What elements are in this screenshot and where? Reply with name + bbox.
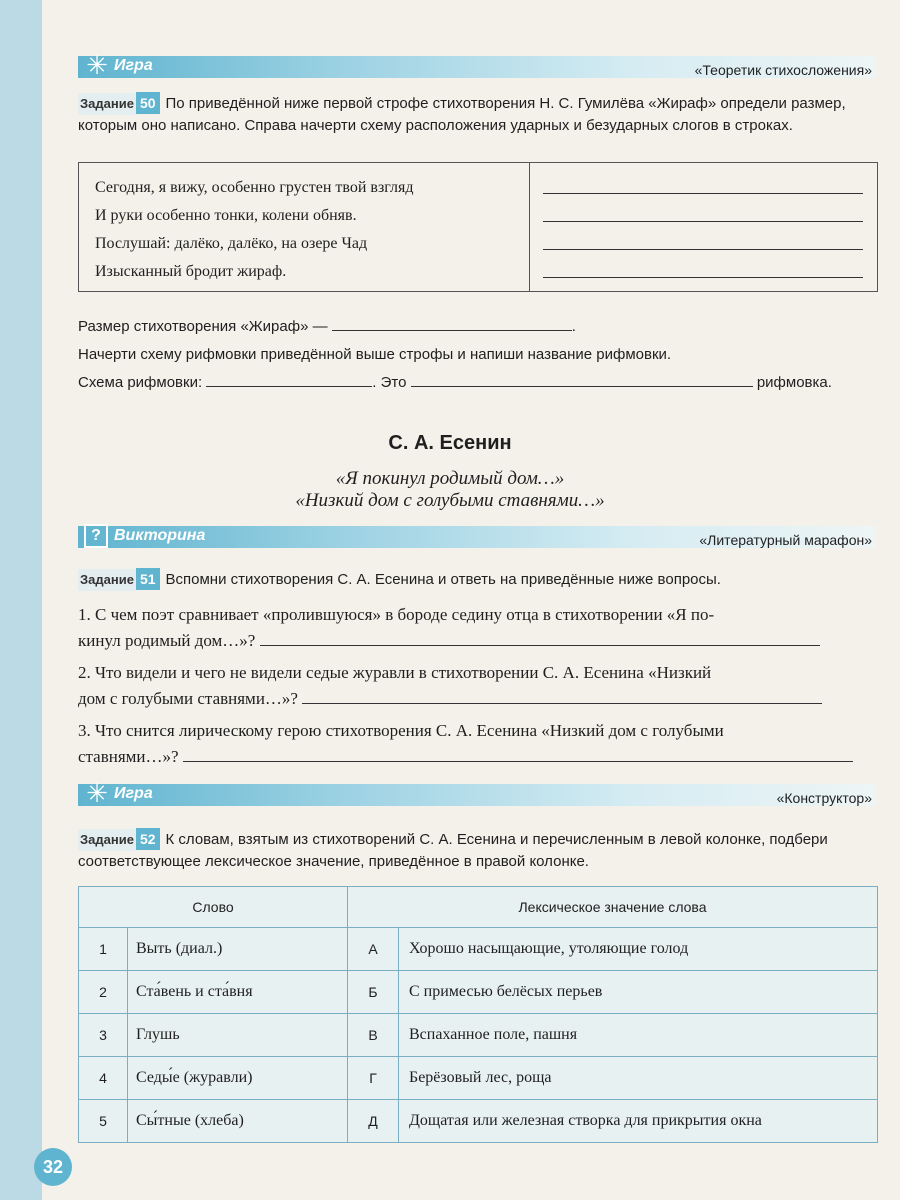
banner-subtitle: «Теоретик стихосложения»	[694, 62, 872, 78]
task-51-text	[78, 568, 721, 591]
meter-label: Размер стихотворения «Жираф» —	[78, 318, 328, 335]
answer-line[interactable]	[302, 703, 822, 704]
rhyme-name-line[interactable]	[411, 386, 753, 387]
game-banner-2	[78, 778, 876, 808]
question-3	[78, 718, 853, 770]
task-50-text	[78, 92, 878, 137]
banner-subtitle: «Литературный марафон»	[699, 532, 872, 548]
author-heading: С. А. Есенин	[388, 432, 512, 454]
table-row	[79, 928, 878, 971]
question-text: 1. С чем поэт сравнивает «пролившуюся» в бороде седину отца в стихотворении «Я по-	[78, 605, 715, 624]
row-word: Глушь	[128, 1014, 348, 1057]
task-52-text	[78, 828, 878, 873]
question-text: ставнями…»?	[78, 747, 179, 766]
row-meaning: Хорошо насыщающие, утоляющие голод	[399, 928, 878, 971]
table-row	[79, 1057, 878, 1100]
row-number: 4	[79, 1057, 128, 1100]
row-letter: Б	[348, 971, 399, 1014]
row-meaning: Вспаханное поле, пашня	[399, 1014, 878, 1057]
sparkle-icon: ✳	[86, 50, 108, 80]
poem-box	[78, 162, 878, 292]
banner-label: Викторина	[114, 527, 206, 544]
task-instruction: К словам, взятым из стихотворений С. А. Есенина и перечисленным в левой колонке, подбери соответствующее лексическое значение, приведённое в правой колонке.	[78, 831, 828, 870]
row-word: Ста́вень и ста́вня	[128, 971, 348, 1014]
page-number: 32	[34, 1148, 72, 1186]
task-number: 50	[136, 92, 160, 114]
table-row	[79, 1100, 878, 1143]
question-2	[78, 660, 822, 712]
row-meaning: Берёзовый лес, роща	[399, 1057, 878, 1100]
row-number: 3	[79, 1014, 128, 1057]
meter-answer-line[interactable]	[332, 330, 572, 331]
task-number: 51	[136, 568, 160, 590]
table-row	[79, 971, 878, 1014]
answer-line[interactable]	[260, 645, 820, 646]
banner-label: Игра	[114, 57, 153, 74]
answer-line[interactable]	[183, 761, 853, 762]
task-tag: Задание	[78, 829, 136, 851]
game-banner-1	[78, 50, 876, 80]
row-number: 2	[79, 971, 128, 1014]
poem-line: И руки особенно тонки, колени обняв.	[95, 207, 357, 224]
header-meaning: Лексическое значение слова	[348, 887, 878, 928]
rhyme-task: Начерти схему рифмовки приведённой выше строфы и напиши название рифмовки.	[78, 346, 672, 363]
poem-line: Изысканный бродит жираф.	[95, 263, 287, 280]
question-text: 3. Что снится лирическому герою стихотворения С. А. Есенина «Низкий дом с голубыми	[78, 721, 724, 740]
question-text: 2. Что видели и чего не видели седые журавли в стихотворении С. А. Есенина «Низкий	[78, 663, 712, 682]
scheme-answer-line[interactable]	[543, 221, 863, 222]
quiz-banner	[78, 526, 876, 548]
rhyme-word: рифмовка.	[756, 374, 832, 391]
question-text: кинул родимый дом…»?	[78, 631, 256, 650]
this-label: . Это	[372, 374, 407, 391]
sparkle-icon: ✳	[86, 778, 108, 808]
row-word: Выть (диал.)	[128, 928, 348, 971]
row-word: Сы́тные (хлеба)	[128, 1100, 348, 1143]
question-text: дом с голубыми ставнями…»?	[78, 689, 298, 708]
poem-title-1: «Я покинул родимый дом…»	[335, 468, 565, 489]
row-letter: Д	[348, 1100, 399, 1143]
scheme-answer-line[interactable]	[206, 386, 372, 387]
task-tag: Задание	[78, 93, 136, 115]
scheme-answer-line[interactable]	[543, 249, 863, 250]
task-number: 52	[136, 828, 160, 850]
rhyme-scheme-row	[78, 372, 878, 394]
question-icon: ?	[84, 524, 108, 548]
page-edge-strip	[0, 0, 42, 1200]
poem-line: Сегодня, я вижу, особенно грустен твой взгляд	[95, 179, 414, 196]
row-word: Седы́е (журавли)	[128, 1057, 348, 1100]
scheme-answer-line[interactable]	[543, 193, 863, 194]
poem-title-2: «Низкий дом с голубыми ставнями…»	[295, 490, 605, 511]
lexical-table	[78, 886, 878, 1143]
banner-subtitle: «Конструктор»	[776, 790, 872, 806]
header-word: Слово	[79, 887, 348, 928]
row-letter: Г	[348, 1057, 399, 1100]
task-tag: Задание	[78, 569, 136, 591]
task-instruction: По приведённой ниже первой строфе стихотворения Н. С. Гумилёва «Жираф» определи размер, которым оно написано. Справа начерти схему расположения ударных и безударных слогов в строках.	[78, 95, 846, 134]
task-instruction: Вспомни стихотворения С. А. Есенина и ответь на приведённые ниже вопросы.	[165, 571, 721, 588]
poem-line: Послушай: далёко, далёко, на озере Чад	[95, 235, 368, 252]
row-number: 1	[79, 928, 128, 971]
table-row	[79, 1014, 878, 1057]
meter-question: Размер стихотворения «Жираф» — .	[78, 318, 576, 335]
row-meaning: С примесью белёсых перьев	[399, 971, 878, 1014]
scheme-label: Схема рифмовки:	[78, 374, 203, 391]
scheme-answer-line[interactable]	[543, 277, 863, 278]
banner-label: Игра	[114, 785, 153, 802]
table-header-row	[79, 887, 878, 928]
question-1	[78, 602, 820, 654]
row-number: 5	[79, 1100, 128, 1143]
row-meaning: Дощатая или железная створка для прикрытия окна	[399, 1100, 878, 1143]
row-letter: А	[348, 928, 399, 971]
row-letter: В	[348, 1014, 399, 1057]
